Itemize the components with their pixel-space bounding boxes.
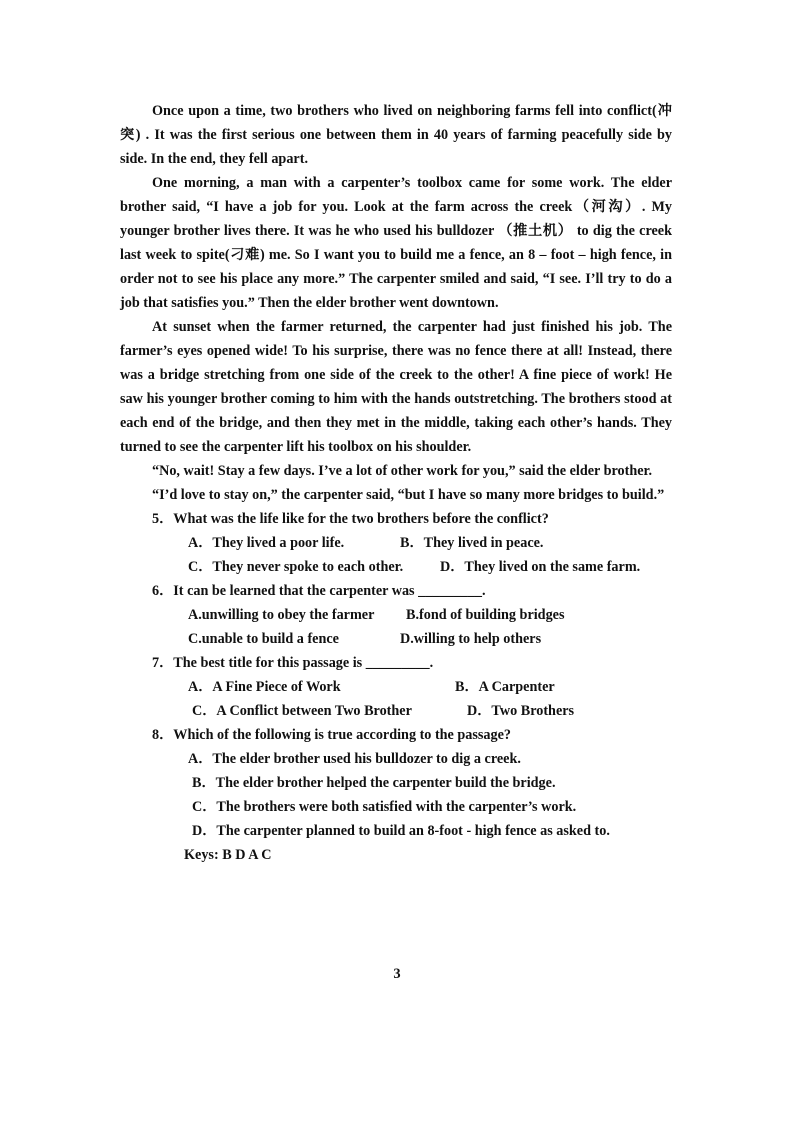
question-7-options-row-1	[120, 675, 672, 699]
question-5-option-b: B．They lived in peace.	[400, 535, 544, 551]
question-5-options-row-1	[120, 531, 672, 555]
question-5-option-a: A．They lived a poor life.	[188, 535, 345, 551]
question-8-option-d: D．The carpenter planned to build an 8-foot - high fence as asked to.	[192, 823, 610, 839]
question-6-stem: 6．It can be learned that the carpenter was _________.	[152, 583, 486, 599]
passage-paragraph-4: “No, wait! Stay a few days. I’ve a lot of other work for you,” said the elder brother.	[152, 463, 653, 479]
question-6-option-a: A.unwilling to obey the farmer	[188, 607, 375, 623]
question-6-options-row-1	[120, 603, 672, 627]
passage-paragraph-2: One morning, a man with a carpenter’s toolbox came for some work. The elder brother said, “I have a job for you. Look at the farm across the creek（河沟）. My younger brother lives there. It was he who used his bulldozer （推土机） to dig the creek last week to spite(刁难) me. So I want you to build me a fence, an 8 – foot – high fence, in order not to see his place any more.” The carpenter smiled and said, “I see. I’ll try to do a job that satisfies you.” Then the elder brother went downtown.	[120, 175, 672, 311]
question-5-option-c: C．They never spoke to each other.	[188, 559, 404, 575]
question-5-stem: 5．What was the life like for the two brothers before the conflict?	[152, 511, 549, 527]
question-8-option-b: B．The elder brother helped the carpenter build the bridge.	[192, 775, 556, 791]
passage-paragraph-5: “I’d love to stay on,” the carpenter said, “but I have so many more bridges to build.”	[152, 487, 665, 503]
question-5-options-row-2	[120, 555, 672, 579]
question-6-options-row-2	[120, 627, 672, 651]
question-6-option-c: C.unable to build a fence	[188, 631, 339, 647]
question-8-option-c: C．The brothers were both satisfied with the carpenter’s work.	[192, 799, 577, 815]
question-7-options-row-2	[120, 699, 672, 723]
document-page	[120, 99, 672, 867]
question-7-option-c: C．A Conflict between Two Brother	[192, 703, 412, 719]
passage-paragraph-1: Once upon a time, two brothers who lived on neighboring farms fell into conflict(冲突) . It was the first serious one between them in 40 years of farming peacefully side by side. In the end, they fell apart.	[120, 103, 672, 167]
passage-paragraph-3: At sunset when the farmer returned, the carpenter had just finished his job. The farmer’s eyes opened wide! To his surprise, there was no fence there at all! Instead, there was a bridge stretching from one side of the creek to the other! A fine piece of work! He saw his younger brother coming to him with the hands outstretching. The brothers stood at each end of the bridge, and then they met in the middle, taking each other’s hands. They turned to see the carpenter lift his toolbox on his shoulder.	[120, 319, 672, 455]
question-5-option-d: D．They lived on the same farm.	[440, 559, 641, 575]
question-7-option-b: B．A Carpenter	[455, 679, 555, 695]
question-8-option-a: A．The elder brother used his bulldozer to dig a creek.	[188, 751, 521, 767]
question-6-option-b: B.fond of building bridges	[406, 607, 565, 623]
question-7-option-d: D．Two Brothers	[467, 703, 575, 719]
answer-keys: Keys: B D A C	[184, 847, 272, 863]
question-7-stem: 7．The best title for this passage is _________.	[152, 655, 434, 671]
question-6-option-d: D.willing to help others	[400, 631, 542, 647]
question-8-stem: 8．Which of the following is true according to the passage?	[152, 727, 512, 743]
question-7-option-a: A．A Fine Piece of Work	[188, 679, 341, 695]
page-number: 3	[393, 966, 401, 982]
